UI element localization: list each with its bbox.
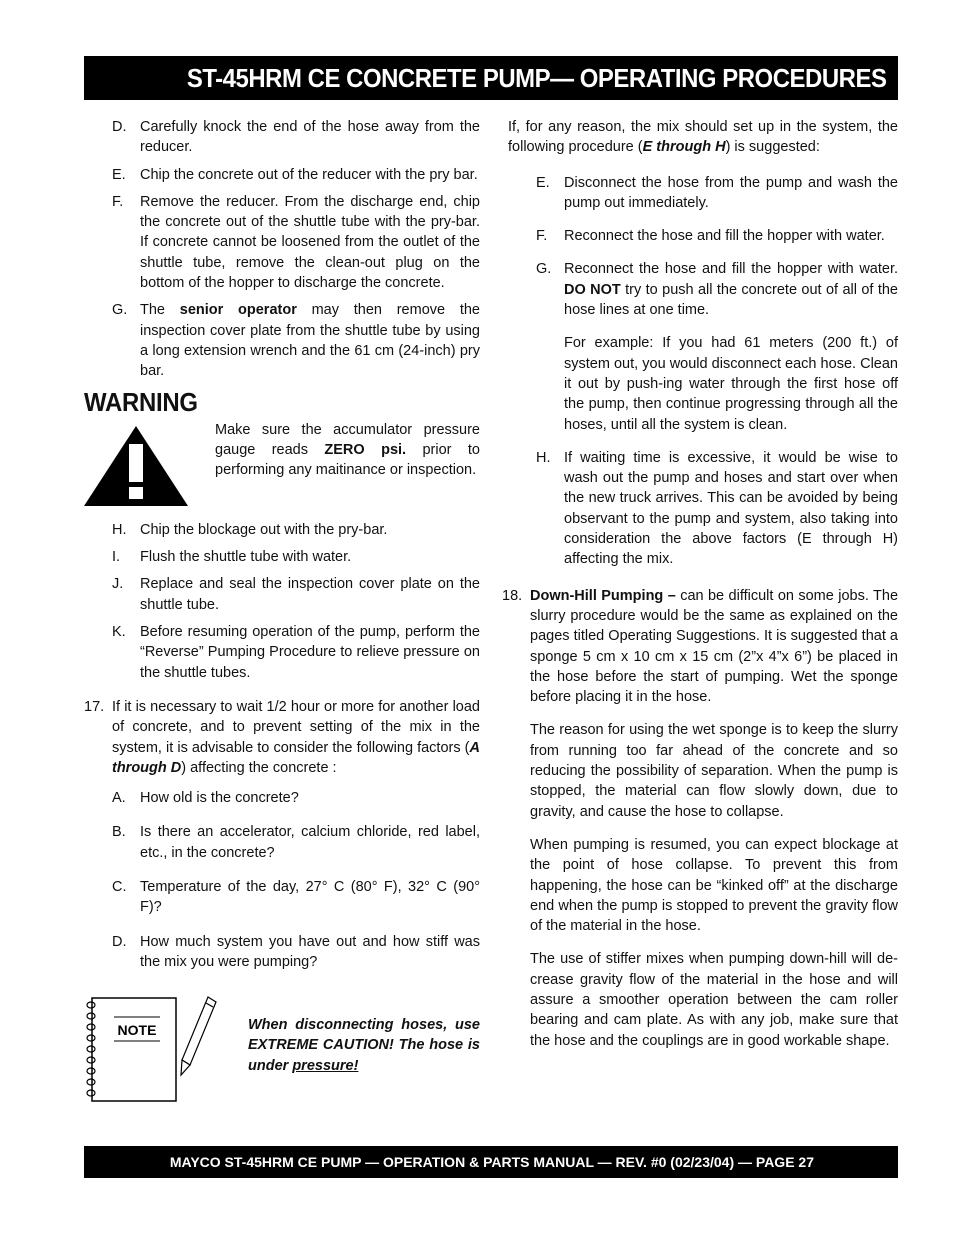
- list-item: [84, 822, 480, 863]
- left-column: [84, 117, 480, 986]
- note-label: NOTE: [117, 1022, 157, 1038]
- page-footer: [84, 1146, 898, 1178]
- item-text: Replace and seal the inspection cover plate on the shuttle tube.: [140, 576, 480, 613]
- item-label: J.: [112, 576, 124, 593]
- item-text-pre: Reconnect the hose and fill the hopper with water.: [564, 261, 898, 278]
- list-item: [84, 165, 480, 185]
- paragraph: When pumping is resumed, you can expect blockage at the point of hose collapse. To prevent this from happening, the hose can be “kinked off” at the discharge end when the pump is stopped to prevent the gravity flow of the material in the hose.: [530, 836, 898, 935]
- paragraph: The use of stiffer mixes when pumping down-hill will de-crease gravity flow of the material in the hose and will assure a smoother operation between the cam roller bearing and cam plate. As with any job, make sure that the hose and the couplings are in good workable shape.: [530, 951, 898, 1049]
- item-text-post: try to push all the concrete out of all of the hose lines at one time.: [564, 281, 898, 319]
- list-item: [502, 259, 898, 320]
- warning-text-post: prior to performing any maitinance or inspection.: [215, 442, 480, 479]
- list-item: [84, 877, 480, 918]
- intro-post: ) is suggested:: [725, 139, 820, 156]
- item-label: H.: [536, 449, 551, 466]
- item-label: D.: [112, 119, 127, 135]
- list-item: [84, 622, 480, 683]
- warning-box: [84, 420, 480, 508]
- item-label: E.: [536, 174, 550, 191]
- item-text: If waiting time is excessive, it would be wise to wash out the pump and hoses and start over when the new truck arrives. This can be avoided by being observant to the pump and system, also taking into consideration the above factors (E through H) affecting the mix.: [564, 449, 898, 568]
- list-item: [84, 192, 480, 293]
- warning-heading: WARNING: [84, 386, 198, 417]
- list-item: [502, 448, 898, 570]
- item-label: K.: [112, 624, 126, 641]
- item-text: How old is the concrete?: [140, 790, 299, 807]
- item-label: C.: [112, 879, 127, 896]
- item-text: Chip the blockage out with the pry-bar.: [140, 521, 388, 538]
- item-text-bold: A through D: [112, 739, 480, 776]
- item-text-post: ) affecting the concrete :: [181, 759, 337, 776]
- numbered-item-17: [84, 697, 480, 778]
- item-label: B.: [112, 824, 126, 841]
- item-label: E.: [112, 166, 126, 183]
- item-label: G.: [536, 261, 552, 278]
- item-text: Chip the concrete out of the reducer with the pry bar.: [140, 166, 478, 183]
- warning-triangle-icon: [84, 426, 188, 506]
- list-item: [502, 173, 898, 214]
- item-text: How much system you have out and how stiff was the mix you were pumping?: [140, 933, 480, 970]
- example-paragraph: For example: If you had 61 meters (200 ft.) of system out, you would disconnect each hose. Clean it out by push-ing water through the first hose off the pump, then continue progressing through all the hoses, until all the system is clean.: [564, 335, 898, 433]
- list-item: [84, 117, 480, 158]
- warning-text: [215, 420, 480, 481]
- intro-paragraph: [502, 117, 898, 158]
- notepad-icon: [84, 995, 178, 1103]
- list-item: [84, 547, 480, 567]
- item-number: 17.: [84, 698, 105, 715]
- note-callout: [84, 995, 480, 1105]
- list-item: [84, 574, 480, 615]
- list-item: [84, 300, 480, 381]
- list-item: [84, 932, 480, 973]
- item-text: Flush the shuttle tube with water.: [140, 549, 352, 566]
- numbered-item-18: [502, 586, 898, 708]
- note-text-underlined: pressure!: [292, 1057, 359, 1074]
- item-number: 18.: [502, 587, 523, 604]
- page-title: ST-45HRM CE CONCRETE PUMP— OPERATING PROCEDURES: [186, 62, 886, 93]
- warning-text-bold: ZERO psi.: [324, 442, 407, 459]
- item-text: Temperature of the day, 27° C (80° F), 32° C (90° F)?: [140, 879, 480, 916]
- footer-text: MAYCO ST-45HRM CE PUMP — OPERATION & PARTS MANUAL — REV. #0 (02/23/04) — PAGE 27: [169, 1154, 814, 1170]
- pencil-icon: [180, 995, 220, 1077]
- item-text-pre: The: [140, 302, 180, 319]
- list-item: [502, 226, 898, 246]
- page-header: [84, 56, 898, 100]
- note-text-main: When disconnecting hoses, use EXTREME CAUTION! The hose is under: [248, 1017, 480, 1074]
- item-text: Reconnect the hose and fill the hopper with water.: [564, 228, 885, 245]
- list-item: [84, 788, 480, 808]
- item-text-bold: DO NOT: [564, 281, 621, 298]
- list-item: [84, 520, 480, 540]
- item-label: F.: [536, 228, 548, 245]
- paragraph: The reason for using the wet sponge is to keep the slurry from running too far ahead of the concrete and so reducing the possibility of separation. When the pump is stopped, the material can flow slowly down, due to gravity, and cause the hose to collapse.: [530, 722, 898, 820]
- item-label: A.: [112, 790, 126, 807]
- item-label: D.: [112, 933, 127, 950]
- intro-bold: E through H: [642, 139, 726, 156]
- intro-pre: If, for any reason, the mix should set up in the system, the following procedure (: [508, 119, 898, 156]
- right-column: [502, 117, 898, 1064]
- item-text-pre: If it is necessary to wait 1/2 hour or more for another load of concrete, and to prevent setting of the mix in the system, it is advisable to consider the following factors (: [112, 698, 480, 756]
- item-text: Remove the reducer. From the discharge end, chip the concrete out of the shuttle tube with the pry-bar. If concrete cannot be loosened from the outlet of the shuttle tube, remove the clean-out plug on the bottom of the hopper to discharge the concrete.: [140, 193, 480, 292]
- item-heading: Down-Hill Pumping –: [530, 587, 676, 604]
- item-text: can be difficult on some jobs. The slurry procedure would be the same as explained on the pages titled Operating Suggestions. It is suggested that a sponge 5 cm x 10 cm x 15 cm (2”x 4”x 6”) be placed in the hose before the start of pumping. Wet the sponge before placing it in the hose.: [530, 587, 899, 706]
- item-text-bold: senior operator: [179, 302, 297, 319]
- note-text: [248, 1015, 480, 1076]
- warning-text-pre: Make sure the accumulator pressure gauge reads: [215, 421, 480, 459]
- item-label: H.: [112, 521, 127, 538]
- item-text: Disconnect the hose from the pump and wash the pump out immediately.: [564, 174, 898, 211]
- item-text: Is there an accelerator, calcium chloride, red label, etc., in the concrete?: [140, 824, 480, 861]
- item-text: Before resuming operation of the pump, perform the “Reverse” Pumping Procedure to relieve pressure on the shuttle tubes.: [140, 624, 480, 681]
- item-label: G.: [112, 302, 128, 319]
- item-label: F.: [112, 193, 124, 210]
- item-label: I.: [112, 549, 121, 566]
- item-text-post: may then remove the inspection cover plate from the shuttle tube by using a long extension wrench and the 61 cm (24-inch) pry bar.: [140, 302, 480, 380]
- item-text: Carefully knock the end of the hose away from the reducer.: [140, 119, 480, 156]
